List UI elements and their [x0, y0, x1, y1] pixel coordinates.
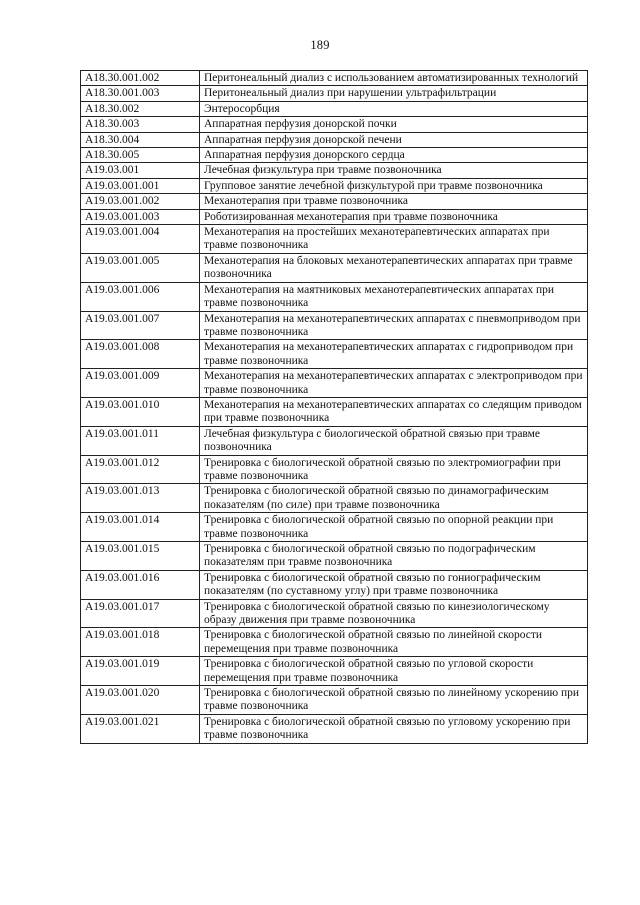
service-code: A19.03.001.002	[81, 194, 200, 209]
table-row	[81, 163, 588, 178]
service-name: Энтеросорбция	[200, 101, 588, 116]
service-name: Перитонеальный диализ при нарушении ультрафильтрации	[200, 86, 588, 101]
service-code: A18.30.001.003	[81, 86, 200, 101]
service-name: Тренировка с биологической обратной связью по подографическим показателям при травме позвоночника	[200, 542, 588, 571]
service-name: Тренировка с биологической обратной связью по угловой скорости перемещения при травме позвоночника	[200, 657, 588, 686]
service-name: Механотерапия на механотерапевтических аппаратах с электроприводом при травме позвоночника	[200, 369, 588, 398]
service-name: Тренировка с биологической обратной связью по линейной скорости перемещения при травме позвоночника	[200, 628, 588, 657]
service-name: Тренировка с биологической обратной связью по угловому ускорению при травме позвоночника	[200, 714, 588, 743]
table-row	[81, 513, 588, 542]
service-name: Аппаратная перфузия донорской почки	[200, 117, 588, 132]
service-name: Лечебная физкультура при травме позвоночника	[200, 163, 588, 178]
service-code: A19.03.001.009	[81, 369, 200, 398]
table-row	[81, 397, 588, 426]
services-table	[80, 70, 588, 744]
service-code: A19.03.001.018	[81, 628, 200, 657]
service-code: A19.03.001.012	[81, 455, 200, 484]
service-name: Механотерапия на простейших механотерапевтических аппаратах при травме позвоночника	[200, 225, 588, 254]
service-name: Перитонеальный диализ с использованием автоматизированных технологий	[200, 71, 588, 86]
service-code: A19.03.001	[81, 163, 200, 178]
service-code: A19.03.001.003	[81, 209, 200, 224]
service-code: A19.03.001.021	[81, 714, 200, 743]
service-name: Тренировка с биологической обратной связью по кинезиологическому образу движения при травме позвоночника	[200, 599, 588, 628]
table-row	[81, 657, 588, 686]
service-code: A19.03.001.004	[81, 225, 200, 254]
table-row	[81, 426, 588, 455]
table-row	[81, 599, 588, 628]
service-name: Механотерапия при травме позвоночника	[200, 194, 588, 209]
page-number: 189	[310, 38, 330, 52]
table-row	[81, 686, 588, 715]
table-row	[81, 194, 588, 209]
service-code: A19.03.001.006	[81, 282, 200, 311]
service-name: Механотерапия на механотерапевтических аппаратах со следящим приводом при травме позвоночника	[200, 397, 588, 426]
service-code: A19.03.001.001	[81, 178, 200, 193]
service-code: A18.30.003	[81, 117, 200, 132]
service-code: A19.03.001.019	[81, 657, 200, 686]
table-row	[81, 178, 588, 193]
table-row	[81, 209, 588, 224]
service-code: A19.03.001.015	[81, 542, 200, 571]
table-row	[81, 71, 588, 86]
table-row	[81, 628, 588, 657]
service-code: A18.30.001.002	[81, 71, 200, 86]
table-row	[81, 253, 588, 282]
table-row	[81, 714, 588, 743]
service-code: A19.03.001.011	[81, 426, 200, 455]
table-row	[81, 542, 588, 571]
service-code: A19.03.001.010	[81, 397, 200, 426]
table-row	[81, 340, 588, 369]
service-code: A19.03.001.005	[81, 253, 200, 282]
table-row	[81, 311, 588, 340]
service-code: A19.03.001.007	[81, 311, 200, 340]
service-code: A19.03.001.017	[81, 599, 200, 628]
service-name: Аппаратная перфузия донорского сердца	[200, 148, 588, 163]
table-row	[81, 86, 588, 101]
table-row	[81, 117, 588, 132]
table-row	[81, 570, 588, 599]
service-name: Роботизированная механотерапия при травме позвоночника	[200, 209, 588, 224]
service-name: Тренировка с биологической обратной связью по линейному ускорению при травме позвоночника	[200, 686, 588, 715]
service-name: Лечебная физкультура с биологической обратной связью при травме позвоночника	[200, 426, 588, 455]
table-row	[81, 455, 588, 484]
services-table-body	[81, 71, 588, 744]
service-code: A19.03.001.008	[81, 340, 200, 369]
service-code: A19.03.001.020	[81, 686, 200, 715]
service-name: Механотерапия на маятниковых механотерапевтических аппаратах при травме позвоночника	[200, 282, 588, 311]
table-row	[81, 101, 588, 116]
service-name: Механотерапия на блоковых механотерапевтических аппаратах при травме позвоночника	[200, 253, 588, 282]
service-code: A19.03.001.014	[81, 513, 200, 542]
table-row	[81, 132, 588, 147]
service-code: A19.03.001.013	[81, 484, 200, 513]
table-row	[81, 225, 588, 254]
service-name: Тренировка с биологической обратной связью по электромиографии при травме позвоночника	[200, 455, 588, 484]
service-code: A18.30.004	[81, 132, 200, 147]
service-name: Тренировка с биологической обратной связью по опорной реакции при травме позвоночника	[200, 513, 588, 542]
table-row	[81, 282, 588, 311]
service-name: Групповое занятие лечебной физкультурой при травме позвоночника	[200, 178, 588, 193]
service-name: Тренировка с биологической обратной связью по динамографическим показателям (по силе) при травме позвоночника	[200, 484, 588, 513]
service-name: Аппаратная перфузия донорской печени	[200, 132, 588, 147]
table-row	[81, 369, 588, 398]
service-code: A19.03.001.016	[81, 570, 200, 599]
service-code: A18.30.002	[81, 101, 200, 116]
service-name: Механотерапия на механотерапевтических аппаратах с гидроприводом при травме позвоночника	[200, 340, 588, 369]
service-name: Механотерапия на механотерапевтических аппаратах с пневмоприводом при травме позвоночника	[200, 311, 588, 340]
table-row	[81, 484, 588, 513]
service-code: A18.30.005	[81, 148, 200, 163]
table-row	[81, 148, 588, 163]
service-name: Тренировка с биологической обратной связью по гониографическим показателям (по суставному углу) при травме позвоночника	[200, 570, 588, 599]
